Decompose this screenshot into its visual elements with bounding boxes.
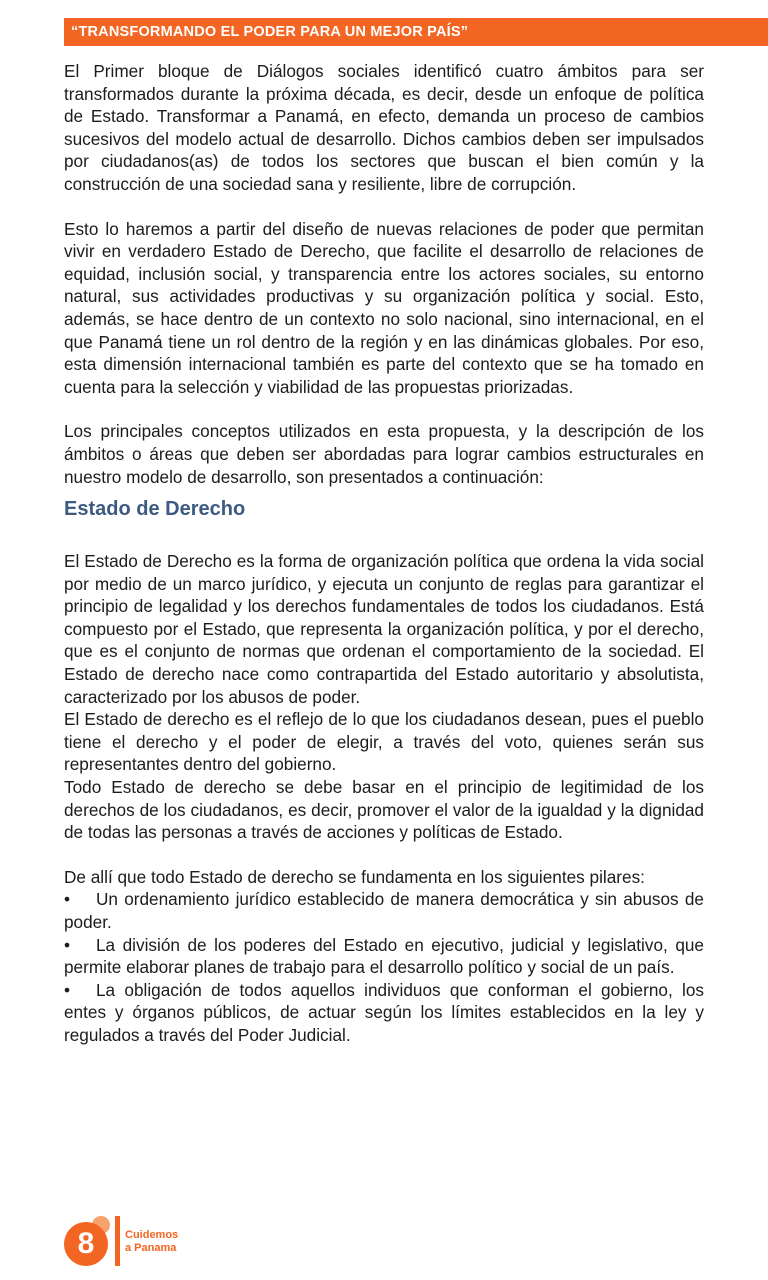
header-title: “TRANSFORMANDO EL PODER PARA UN MEJOR PAÍS”: [71, 24, 469, 40]
intro-paragraph: Los principales conceptos utilizados en esta propuesta, y la descripción de los ámbitos o áreas que deben ser abordadas para lograr cambios estructurales en nuestro modelo de desarrollo, son presentados a continuación:: [64, 421, 704, 487]
footer-divider: [115, 1216, 120, 1266]
pillar-item: [64, 979, 704, 1047]
bullet-icon: •: [64, 979, 71, 1000]
section-paragraph: Todo Estado de derecho se debe basar en el principio de legitimidad de los derechos de los ciudadanos, es decir, promover el valor de la igualdad y la dignidad de todas las personas a través de acciones y políticas de Estado.: [64, 777, 704, 843]
pillar-item: [64, 934, 704, 979]
section-paragraph: El Estado de Derecho es la forma de organización política que ordena la vida social por medio de un marco jurídico, y ejecuta un conjunto de reglas para garantizar el principio de legalidad y los derechos fundamentales de todos los ciudadanos. Está compuesto por el Estado, que representa la organización política, y por el derecho, que es el conjunto de normas que ordenan el comportamiento de la sociedad. El Estado de derecho nace como contrapartida del Estado autoritario y absolutista, caracterizado por los abusos de poder.: [64, 551, 704, 707]
bullet-icon: •: [64, 934, 71, 955]
brand-line: a Panama: [125, 1242, 177, 1254]
section-heading: Estado de Derecho: [64, 498, 246, 521]
pillar-text: La división de los poderes del Estado en ejecutivo, judicial y legislativo, que permite elaborar planes de trabajo para el desarrollo político y social de un país.: [64, 934, 704, 978]
intro-paragraph: El Primer bloque de Diálogos sociales identificó cuatro ámbitos para ser transformados durante la próxima década, es decir, desde un enfoque de política de Estado. Transformar a Panamá, en efecto, demanda un proceso de cambios sucesivos del modelo actual de desarrollo. Dichos cambios deben ser impulsados por ciudadanos(as) de todos los sectores que buscan el bien común y la construcción de una sociedad sana y resiliente, libre de corrupción.: [64, 61, 704, 194]
brand-logo: [125, 1229, 178, 1255]
pillar-text: La obligación de todos aquellos individuos que conforman el gobierno, los entes y órganos públicos, de actuar según los límites establecidos en la ley y regulados a través del Poder Judicial.: [64, 979, 704, 1045]
header-banner: [64, 18, 768, 46]
intro-paragraph: Esto lo haremos a partir del diseño de nuevas relaciones de poder que permitan vivir en verdadero Estado de Derecho, que facilite el desarrollo de relaciones de equidad, inclusión social, y transparencia entre los actores sociales, su entorno natural, sus actividades productivas y su organización política y social. Esto, además, se hace dentro de un contexto no solo nacional, sino internacional, en el que Panamá tiene un rol dentro de la región y en las dinámicas globales. Por eso, esta dimensión internacional también es parte del contexto que se ha tomado en cuenta para la selección y viabilidad de las propuestas priorizadas.: [64, 218, 704, 397]
section-paragraph: El Estado de derecho es el reflejo de lo que los ciudadanos desean, pues el pueblo tiene el derecho y el poder de elegir, a través del voto, quienes serán sus representantes dentro del gobierno.: [64, 709, 704, 775]
pillar-text: Un ordenamiento jurídico establecido de manera democrática y sin abusos de poder.: [64, 889, 704, 932]
page-body: [64, 60, 704, 1047]
page-number: 8: [64, 1222, 108, 1266]
bullet-icon: •: [64, 889, 71, 910]
pillars-intro: De allí que todo Estado de derecho se fundamenta en los siguientes pilares:: [64, 866, 645, 887]
brand-line: Cuidemos: [125, 1229, 179, 1241]
page-footer: [64, 1214, 264, 1270]
pillar-item: [64, 888, 704, 933]
